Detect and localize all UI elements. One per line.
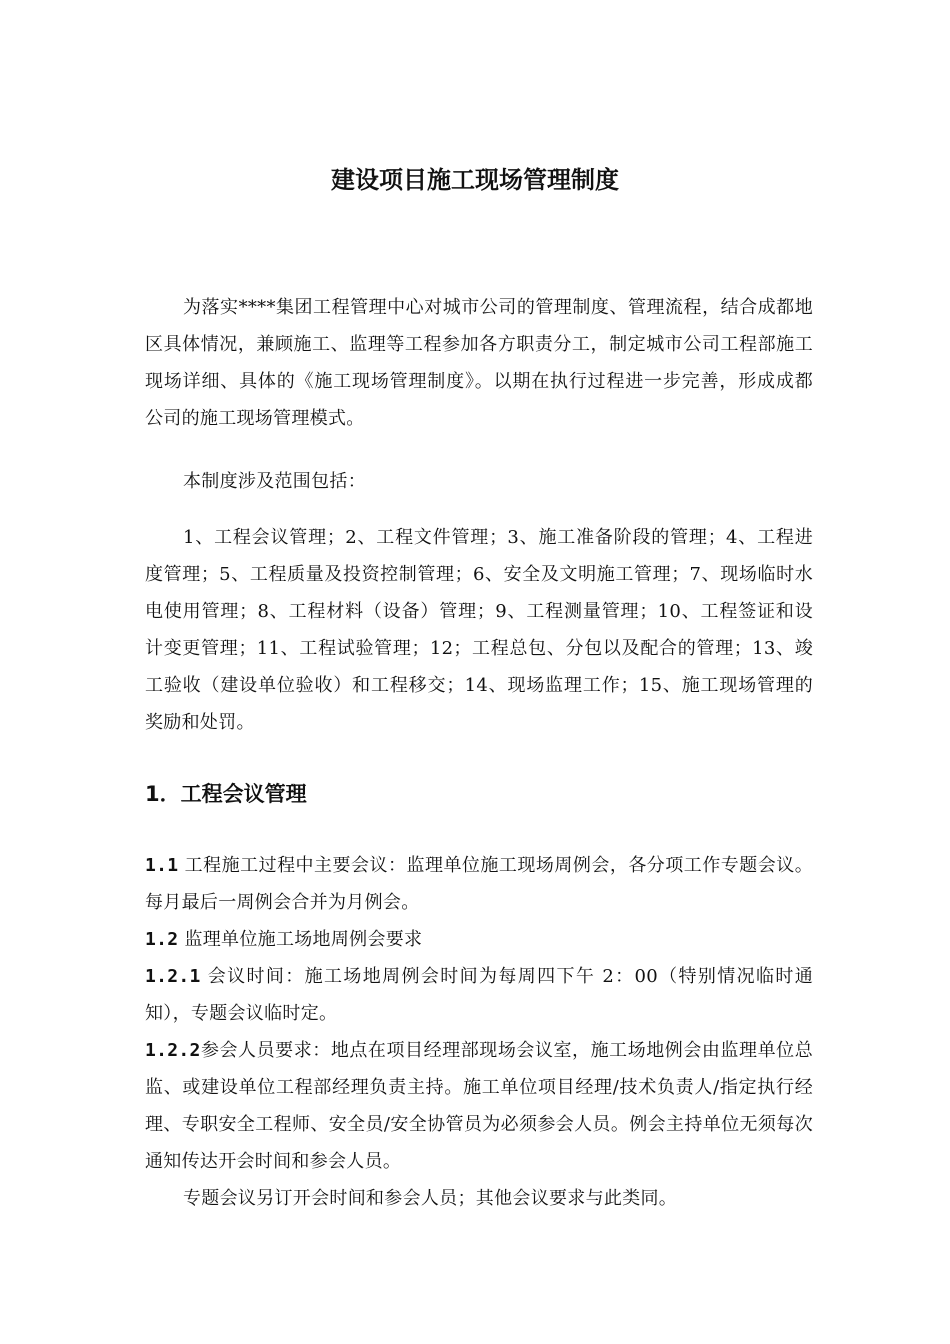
item-number: 1.2: [145, 929, 179, 950]
item-1-2-1: [145, 958, 813, 1032]
document-title: 建设项目施工现场管理制度: [331, 166, 619, 194]
item-number: 1.2.2: [145, 1040, 201, 1061]
item-number: 1.1: [145, 855, 179, 876]
scope-list-text: 1、工程会议管理；2、工程文件管理；3、施工准备阶段的管理；4、工程进度管理；5、工程质量及投资控制管理；6、安全及文明施工管理；7、现场临时水电使用管理；8、工程材料（设备）管理；9、工程测量管理；10、工程签证和设计变更管理；11、工程试验管理；12；工程总包、分包以及配合的管理；13、竣工验收（建设单位验收）和工程移交；14、现场监理工作；15、施工现场管理的奖励和处罚。: [145, 527, 813, 733]
scope-intro-text: 本制度涉及范围包括：: [183, 471, 366, 492]
section-1-heading: 1．工程会议管理: [145, 782, 307, 806]
scope-intro-paragraph: [145, 463, 813, 500]
intro-paragraph: [145, 289, 813, 437]
item-text: 监理单位施工场地周例会要求: [178, 929, 423, 950]
scope-list-paragraph: [145, 519, 813, 741]
closing-text: 专题会议另订开会时间和参会人员；其他会议要求与此类同。: [183, 1188, 678, 1209]
item-text: 工程施工过程中主要会议：监理单位施工现场周例会，各分项工作专题会议。每月最后一周例会合并为月例会。: [145, 855, 813, 913]
item-text: 参会人员要求：地点在项目经理部现场会议室，施工场地例会由监理单位总监、或建设单位工程部经理负责主持。施工单位项目经理/技术负责人/指定执行经理、专职安全工程师、安全员/安全协管员为必须参会人员。例会主持单位无须每次通知传达开会时间和参会人员。: [145, 1040, 813, 1172]
item-1-2-2: [145, 1032, 813, 1180]
item-text: 会议时间：施工场地周例会时间为每周四下午 2：00（特别情况临时通知），专题会议临时定。: [145, 966, 813, 1024]
item-1-2: [145, 921, 813, 958]
item-number: 1.2.1: [145, 966, 201, 987]
intro-text: 为落实****集团工程管理中心对城市公司的管理制度、管理流程，结合成都地区具体情况，兼顾施工、监理等工程参加各方职责分工，制定城市公司工程部施工现场详细、具体的《施工现场管理制度》。以期在执行过程进一步完善，形成成都公司的施工现场管理模式。: [145, 297, 813, 429]
item-1-1: [145, 847, 813, 921]
section-1-body: [145, 847, 813, 1217]
